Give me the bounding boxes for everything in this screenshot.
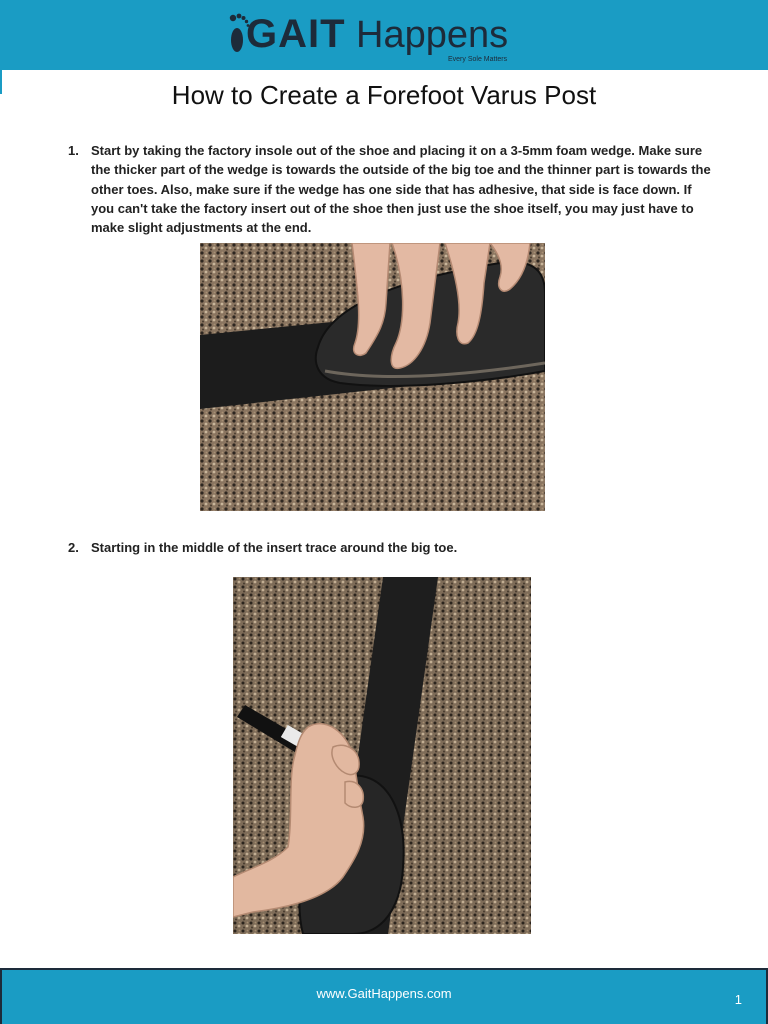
step-number: 2. (68, 540, 79, 555)
website-link[interactable]: www.GaitHappens.com (316, 986, 452, 1001)
step-text: Starting in the middle of the insert trace around the big toe. (91, 540, 458, 555)
logo-happens-text: Happens (356, 14, 509, 56)
tracing-big-toe-photo (233, 577, 531, 934)
step-2 (68, 538, 718, 557)
page-header (0, 0, 768, 70)
insole-on-wedge-photo (200, 243, 545, 511)
page-number: 1 (734, 992, 742, 1007)
page-footer (0, 968, 768, 1024)
gait-happens-logo (228, 8, 528, 66)
logo-gait-text: GAIT (246, 12, 346, 56)
logo-tagline: Every Sole Matters (448, 56, 508, 63)
step-1 (68, 141, 718, 237)
step-text: Start by taking the factory insole out of the shoe and placing it on a 3-5mm foam wedge. Make sure the thicker part of the wedge is towards the outside of the big toe and the thinner part is towards the other toes. Also, make sure if the wedge has one side that has adhesive, that side is face down. If you can't take the factory insert out of the shoe then just use the shoe itself, you may just have to make slight adjustments at the end. (91, 143, 711, 236)
step-number: 1. (68, 143, 79, 158)
page-title: How to Create a Forefoot Varus Post (171, 80, 597, 110)
